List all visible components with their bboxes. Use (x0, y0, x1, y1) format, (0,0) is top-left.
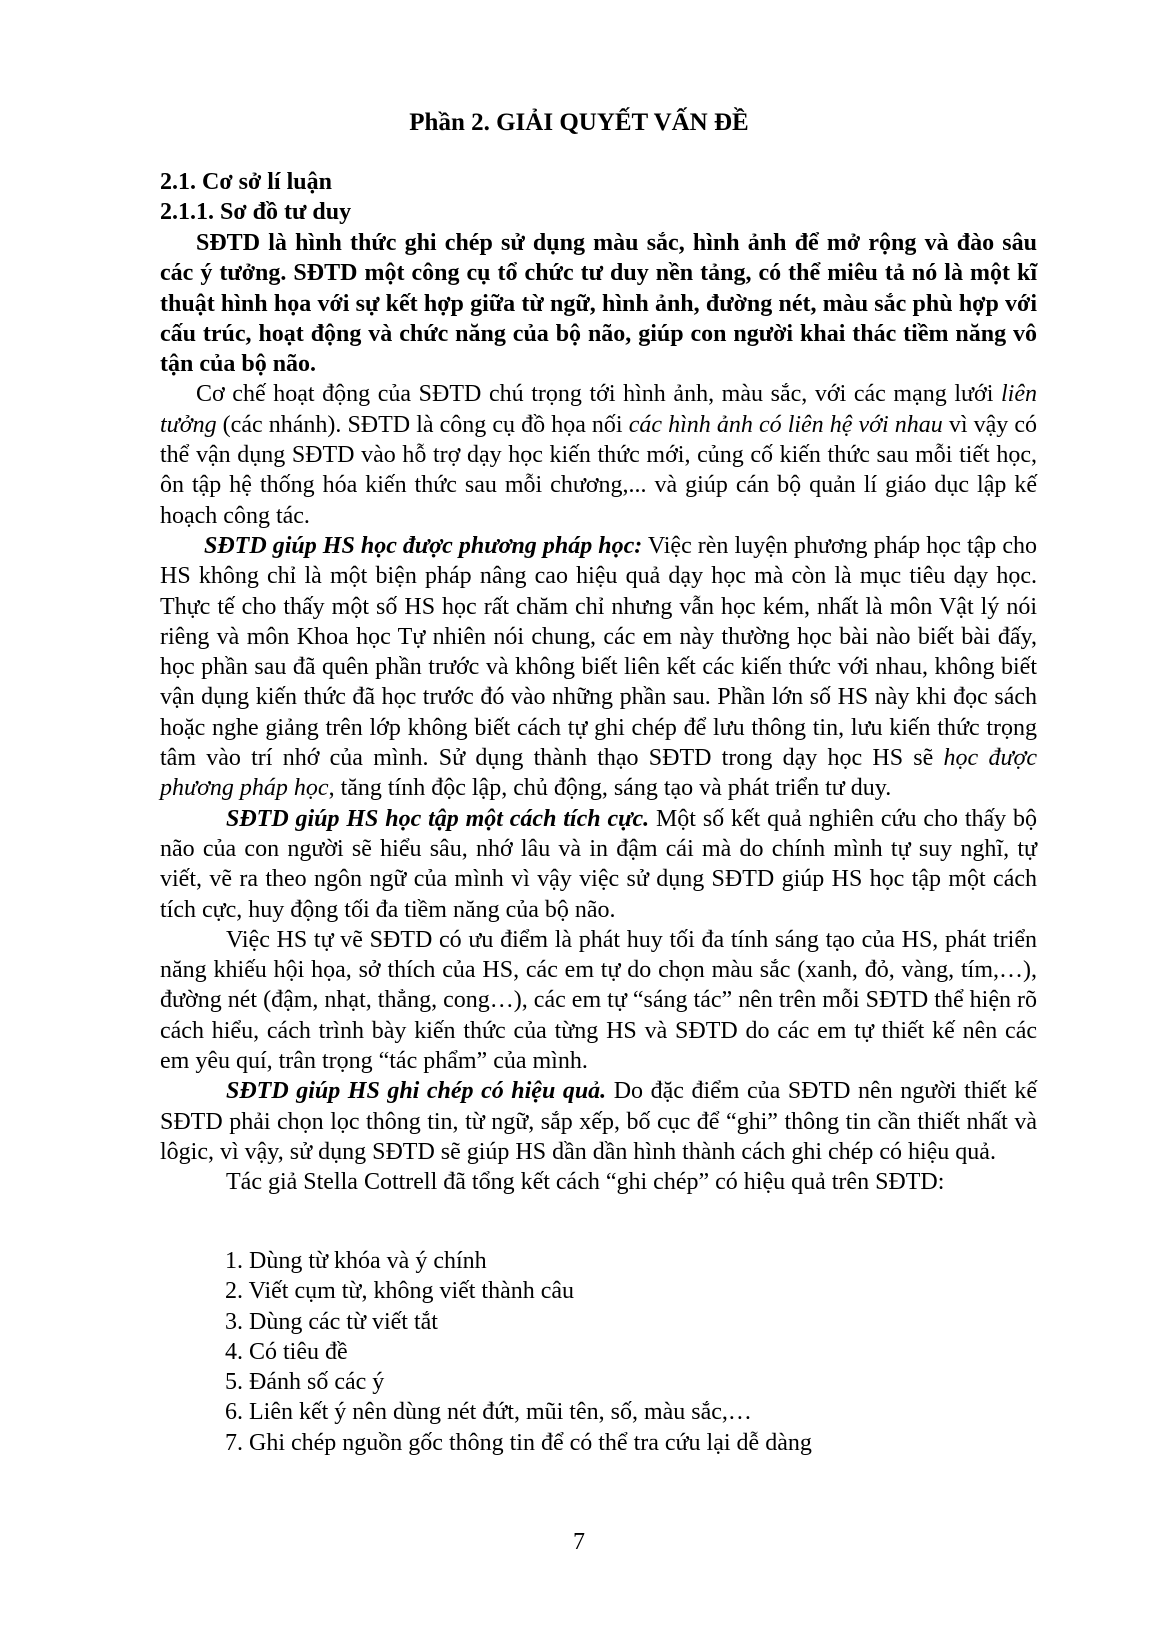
active-text: Một số kết quả nghiên cứu cho thấy bộ não của con người sẽ hiểu sâu, nhớ lâu và in đậm cái mà do chính mình tự suy nghĩ, tự viết, vẽ ra theo ngôn ngữ của mình vì vậy việc sử dụng SĐTD giúp HS học tập một cách tích cực, huy động tối đa tiềm năng của bộ não. (160, 805, 1037, 923)
list-item: 4. Có tiêu đề (225, 1338, 348, 1365)
list-item: 2. Viết cụm từ, không viết thành câu (225, 1278, 575, 1305)
active-learning-paragraph (160, 804, 1037, 925)
method-paragraph (160, 531, 1037, 804)
creativity-paragraph: Việc HS tự vẽ SĐTD có ưu điểm là phát huy tối đa tính sáng tạo của HS, phát triển năng khiếu hội họa, sở thích của HS, các em tự do chọn màu sắc (xanh, đỏ, vàng, tím,…), đường nét (đậm, nhạt, thẳng, cong…), các em tự “sáng tác” nên trên mỗi SĐTD thể hiện rõ cách hiểu, cách trình bày kiến thức của từng HS và SĐTD do các em tự thiết kế nên các em yêu quí, trân trọng “tác phẩm” của mình. (160, 926, 1037, 1075)
mechanism-italic-2: các hình ảnh có liên hệ với nhau (628, 411, 943, 438)
page-number: 7 (573, 1529, 585, 1555)
method-italic: học được phương pháp học (160, 745, 1037, 802)
active-lead: SĐTD giúp HS học tập một cách tích cực. (226, 805, 650, 832)
notes-lead: SĐTD giúp HS ghi chép có hiệu quả. (226, 1078, 607, 1105)
heading-mind-map: 2.1.1. Sơ đồ tư duy (160, 199, 352, 225)
method-text-1: Việc rèn luyện phương pháp học tập cho HS không chỉ là một biện pháp nâng cao hiệu quả dạy học mà còn là mục tiêu dạy học. Thực tế cho thấy một số HS học rất chăm chỉ nhưng vẫn học kém, nhất là môn Vật lý nói riêng và môn Khoa học Tự nhiên nói chung, các em này thường học bài nào biết bài đấy, học phần sau đã quên phần trước và không biết liên kết các kiến thức với nhau, không biết vận dụng kiến thức đã học trước đó vào những phần sau. Phần lớn số HS này khi đọc sách hoặc nghe giảng trên lớp không biết cách tự ghi chép để lưu thông tin, lưu kiến thức trọng tâm vào trí nhớ của mình. Sử dụng thành thạo SĐTD trong dạy học HS sẽ (160, 532, 1038, 772)
heading-basis: 2.1. Cơ sở lí luận (160, 169, 332, 195)
definition-paragraph: SĐTD là hình thức ghi chép sử dụng màu sắc, hình ảnh để mở rộng và đào sâu các ý tưởng. SĐTD một công cụ tổ chức tư duy nền tảng, có thể miêu tả nó là một kĩ thuật hình họa với sự kết hợp giữa từ ngữ, hình ảnh, đường nét, màu sắc phù hợp với cấu trúc, hoạt động và chức năng của bộ não, giúp con người khai thác tiềm năng vô tận của bộ não. (160, 230, 1037, 378)
body-text (160, 228, 1037, 1198)
list-item: 1. Dùng từ khóa và ý chính (225, 1248, 487, 1274)
section-title: Phần 2. GIẢI QUYẾT VẤN ĐỀ (409, 109, 749, 136)
method-text-2: , tăng tính độc lập, chủ động, sáng tạo và phát triển tư duy. (328, 775, 892, 802)
list-item: 6. Liên kết ý nên dùng nét đứt, mũi tên, số, màu sắc,… (225, 1399, 752, 1426)
mechanism-text-2: (các nhánh). SĐTD là công cụ đồ họa nối (216, 411, 629, 438)
cottrell-paragraph: Tác giả Stella Cottrell đã tổng kết cách “ghi chép” có hiệu quả trên SĐTD: (226, 1169, 945, 1196)
mechanism-paragraph (160, 379, 1037, 530)
mechanism-text-1: Cơ chế hoạt động của SĐTD chú trọng tới hình ảnh, màu sắc, với các mạng lưới (196, 381, 1001, 408)
mechanism-text-3: vì vậy có thể vận dụng SĐTD vào hỗ trợ dạy học kiến thức mới, củng cố kiến thức sau mỗi tiết học, ôn tập hệ thống hóa kiến thức sau mỗi chương,... và giúp cán bộ quản lí giáo dục lập kế hoạch công tác. (160, 411, 1037, 529)
note-taking-paragraph (160, 1076, 1037, 1167)
method-lead: SĐTD giúp HS học được phương pháp học: (204, 532, 643, 559)
list-item: 5. Đánh số các ý (225, 1369, 385, 1396)
notes-text: Do đặc điểm của SĐTD nên người thiết kế SĐTD phải chọn lọc thông tin, từ ngữ, sắp xếp, bố cục để “ghi” thông tin cần thiết nhất và lôgic, vì vậy, sử dụng SĐTD sẽ giúp HS dần dần hình thành cách ghi chép có hiệu quả. (160, 1078, 1037, 1165)
list-item: 3. Dùng các từ viết tắt (225, 1308, 438, 1335)
tips-list (225, 1246, 812, 1458)
mechanism-italic-1: liên tưởng (160, 381, 1037, 438)
list-item: 7. Ghi chép nguồn gốc thông tin để có thể tra cứu lại dễ dàng (225, 1429, 812, 1456)
